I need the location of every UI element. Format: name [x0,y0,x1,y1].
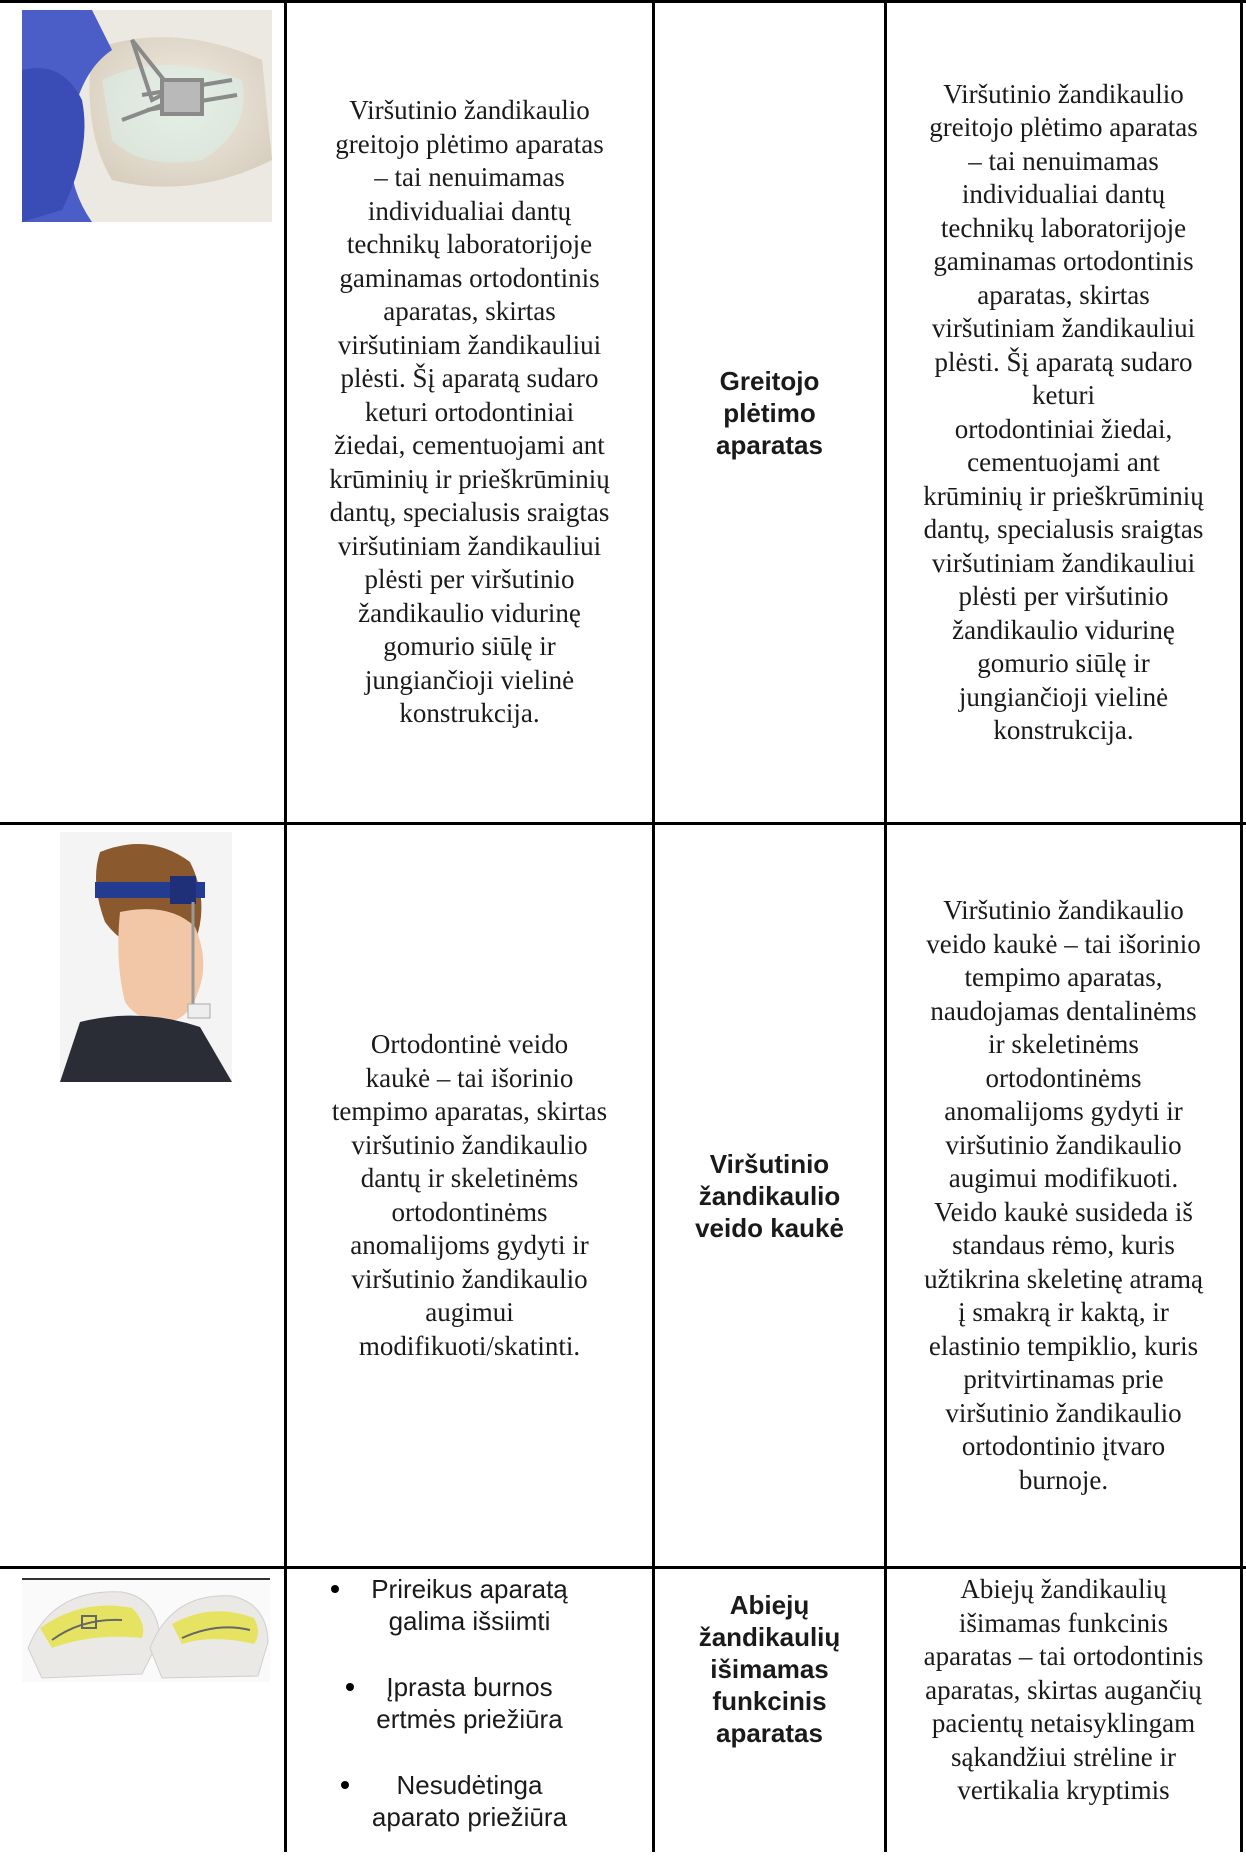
row3-definition [887,1569,1240,1852]
text-line: į smakrą ir kaktą, ir [958,1297,1169,1327]
text-line: plėsti per viršutinio [958,581,1169,611]
name-line: plėtimo [723,397,816,428]
list-item [371,1769,568,1833]
text-line: viršutiniam žandikauliui [931,547,1196,578]
text-line: konstrukcija. [993,715,1134,745]
row1-description [287,3,652,822]
text-line: anomalijoms gydyti ir [350,1230,589,1260]
row3-appliance-name [655,1569,884,1852]
text-line: standaus rėmo, kuris [952,1230,1175,1260]
name-line: Viršutinio [709,1148,830,1179]
text-line: plėsti per viršutinio [364,564,575,595]
text-line: žiedai, cementuojami ant [334,430,605,461]
text-line: sąkandžiui strėline ir [951,1741,1176,1772]
text-line: dantų ir skeletinėms [360,1163,579,1193]
name-line: Abiejų [729,1590,810,1620]
text-line: technikų laboratorijoje [940,212,1187,243]
text-line: galima išsiimti [388,1606,551,1636]
row1-description-text [329,94,609,731]
row3-benefits [287,1569,652,1852]
bullet-icon [341,1781,349,1789]
text-line: – tai nenuimamas [968,145,1159,176]
text-line: gomurio siūlę ir [383,631,556,662]
text-line: ertmės priežiūra [376,1704,563,1734]
text-line: plėsti. Šį aparatą sudaro [340,363,599,394]
text-line: Viršutinio žandikaulio [943,895,1184,925]
text-line: aparatas – tai ortodontinis [923,1641,1204,1671]
text-line: išimamas funkcinis [958,1607,1169,1638]
row1-appliance-name-text [716,365,823,461]
text-line: jungiančioji vielinė [364,664,575,695]
text-line: Veido kaukė susideda iš [934,1196,1193,1227]
row1-definition-text [923,78,1203,748]
row1-definition [887,3,1240,822]
text-line: – tai nenuimamas [374,162,565,193]
text-line: aparatas, skirtas augančių [925,1674,1202,1705]
text-line: aparato priežiūra [371,1802,568,1832]
text-line: aparatas, skirtas [383,296,556,327]
text-line: Ortodontinė veido [370,1029,569,1059]
text-line: krūminių ir prieškrūminių [923,480,1204,511]
text-line: augimui modifikuoti. [948,1163,1179,1193]
table-border-right [1240,0,1243,1852]
text-line: ir skeletinėms [988,1029,1139,1059]
text-line: dantų, specialusis sraigtas [923,514,1204,544]
text-line: pritvirtinamas prie [963,1364,1164,1394]
text-line: viršutinio žandikaulio [945,1129,1182,1160]
text-line: viršutinio žandikaulio [351,1129,588,1160]
text-line: cementuojami ant [967,447,1160,477]
text-line: žandikaulio vidurinę [358,597,581,628]
text-line: konstrukcija. [399,698,540,729]
benefits-list [371,1573,568,1867]
name-line: Greitojo [719,365,820,396]
functional-appliance-photo [22,1578,270,1682]
text-line: technikų laboratorijoje [346,229,593,260]
text-line: viršutiniam žandikauliui [931,313,1196,343]
row2-appliance-name [655,825,884,1566]
text-line: elastinio tempiklio, kuris [928,1330,1199,1361]
name-line: aparatas [716,429,823,460]
text-line: keturi ortodontiniai [364,396,575,427]
row3-definition-text [924,1573,1204,1808]
text-line: krūminių ir prieškrūminių [329,463,610,494]
name-line: žandikaulių [698,1622,841,1652]
text-line: viršutinio žandikaulio [351,1263,588,1294]
text-line: jungiančioji vielinė [958,681,1169,712]
text-line: tempimo aparatas, skirtas [331,1096,608,1126]
text-line: ortodontinio įtvaro [961,1431,1166,1461]
text-line: greitojo plėtimo aparatas [335,128,604,159]
name-line: aparatas [716,1718,823,1748]
text-line: tempimo aparatas, [964,962,1163,992]
text-line: ortodontinėms [391,1196,548,1227]
text-line: individualiai dantų [367,195,572,226]
row2-definition-text [924,894,1203,1497]
text-line: gomurio siūlę ir [977,648,1150,678]
text-line: burnoje. [1018,1464,1109,1495]
text-line: viršutiniam žandikauliui [337,329,602,360]
row2-definition [887,825,1240,1566]
name-line: funkcinis [712,1686,827,1716]
text-line: keturi [1032,380,1095,410]
text-line: Prireikus aparatą [371,1574,568,1604]
text-line: individualiai dantų [961,179,1166,209]
text-line: ortodontiniai žiedai, [954,413,1173,444]
text-line: aparatas, skirtas [977,279,1150,310]
rapid-expander-photo [22,10,272,222]
text-line: vertikalia kryptimis [957,1775,1170,1805]
text-line: Įprasta burnos [386,1672,553,1702]
text-line: modifikuoti/skatinti. [358,1330,581,1361]
text-line: Viršutinio žandikaulio [349,95,590,126]
text-line: gaminamas ortodontinis [933,246,1194,276]
bullet-icon [346,1683,354,1691]
list-item [371,1573,568,1637]
text-line: veido kaukė – tai išorinio [926,928,1201,959]
row1-appliance-name [655,3,884,822]
text-line: dantų, specialusis sraigtas [329,497,610,528]
text-line: Nesudėtinga [396,1770,543,1800]
name-line: žandikaulio [698,1180,841,1211]
text-line: ortodontinėms [985,1062,1142,1093]
list-item [371,1671,568,1735]
text-line: naudojamas dentalinėms [930,995,1197,1026]
row2-description-text [332,1028,607,1363]
name-line: veido kaukė [695,1212,844,1243]
text-line: kaukė – tai išorinio [365,1062,574,1093]
text-line: viršutinio žandikaulio [945,1397,1182,1428]
text-line: anomalijoms gydyti ir [944,1096,1183,1126]
name-line: išimamas [710,1654,829,1684]
row2-appliance-name-text [695,1148,844,1244]
text-line: žandikaulio vidurinę [952,614,1175,645]
text-line: pacientų netaisyklingam [931,1708,1196,1738]
text-line: viršutiniam žandikauliui [337,530,602,561]
text-line: Viršutinio žandikaulio [943,78,1184,109]
text-line: plėsti. Šį aparatą sudaro [934,346,1193,377]
text-line: greitojo plėtimo aparatas [929,112,1198,142]
text-line: Abiejų žandikaulių [960,1574,1167,1604]
text-line: augimui [425,1297,514,1327]
face-mask-photo [60,832,232,1082]
bullet-icon [331,1585,339,1593]
row3-appliance-name-text [699,1589,841,1749]
row2-description [287,825,652,1566]
text-line: gaminamas ortodontinis [339,262,600,293]
text-line: užtikrina skeletinę atramą [924,1263,1203,1294]
